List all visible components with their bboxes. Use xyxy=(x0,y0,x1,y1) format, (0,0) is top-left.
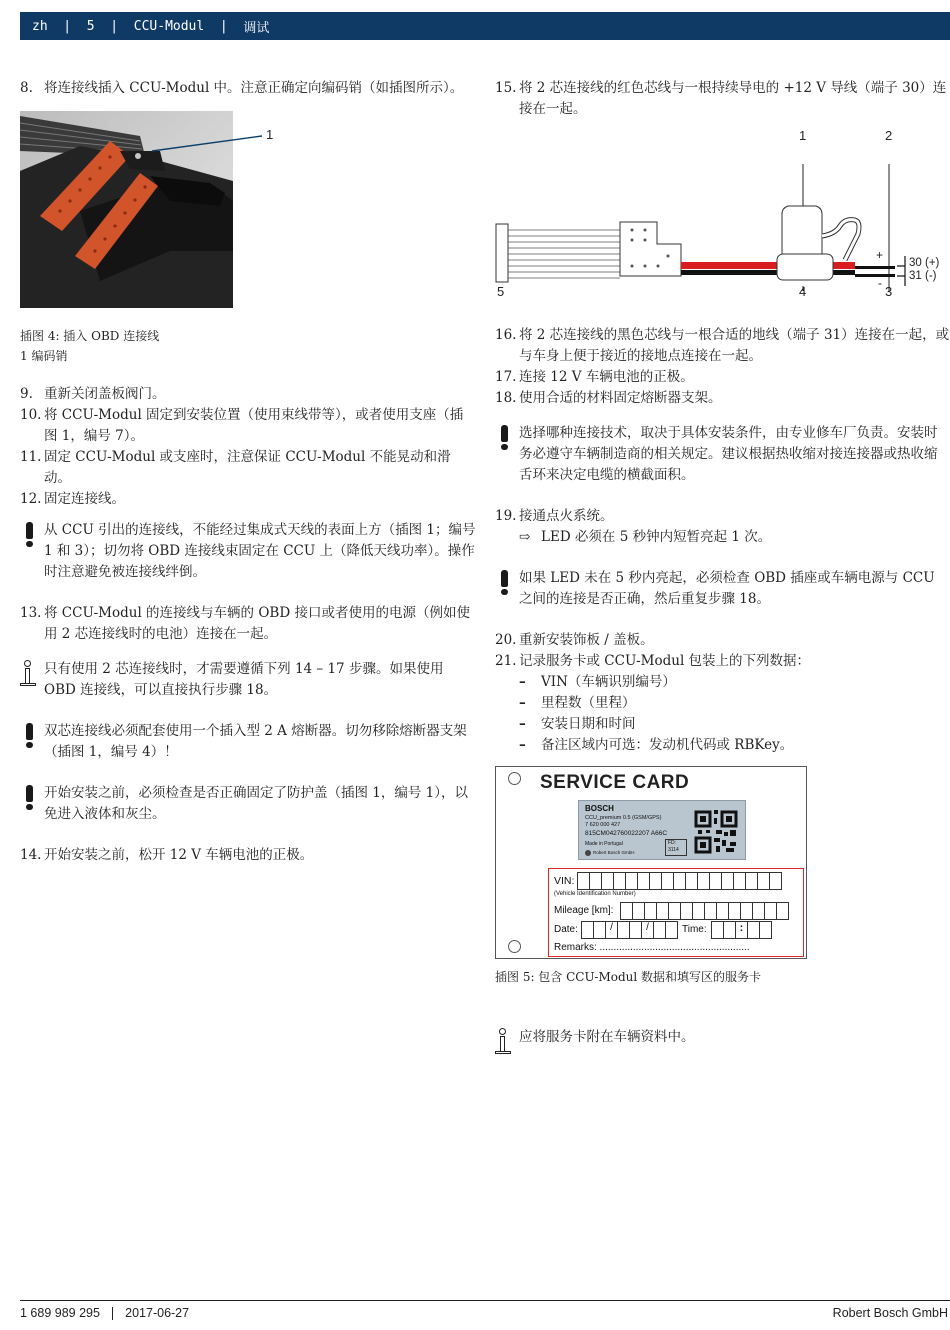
warning-exclamation-icon xyxy=(495,568,519,598)
diagram-label-2: 2 xyxy=(885,128,893,143)
figure-4-callout-1: 1 xyxy=(266,127,274,142)
step-19: 19. 接通点火系统。 xyxy=(495,508,614,524)
step-10: 10. 将 CCU-Modul 固定到安装位置（使用束线带等），或者使用支座（插图 1，编号 7）。 xyxy=(20,407,464,444)
warning-note-connection-technique: 选择哪种连接技术，取决于具体安装条件，由专业修车厂负责。安装时务必遵守车辆制造商的相关规定。建议根据热收缩对接连接器或热收缩舌环来决定电缆的横截面积。 xyxy=(495,423,950,486)
footer-left xyxy=(20,1306,189,1320)
mileage-boxes xyxy=(620,902,789,920)
two-wire-connection-diagram xyxy=(495,126,950,291)
figure-5-caption: 插图 5: 包含 CCU-Modul 数据和填写区的服务卡 xyxy=(495,970,762,984)
info-icon xyxy=(20,659,44,689)
warning-exclamation-icon xyxy=(20,520,44,550)
warning-note-antenna: 从 CCU 引出的连接线，不能经过集成式天线的表面上方（插图 1；编号 1 和 3）；切勿将 OBD 连接线束固定在 CCU 上（降低天线功率）。操作时注意避免被连接线绊倒。 xyxy=(20,520,476,583)
warning-note-cover: 开始安装之前，必须检查是否正确固定了防护盖（插图 1，编号 1），以免进入液体和灰尘。 xyxy=(20,783,476,825)
diagram-label-4: 4 xyxy=(799,284,807,299)
fill-in-form xyxy=(548,868,804,957)
step-13: 13. 将 CCU-Modul 的连接线与车辆的 OBD 接口或者使用的电源（例如使用 2 芯连接线时的电池）连接在一起。 xyxy=(20,605,470,642)
document-date: 2017-06-27 xyxy=(125,1306,190,1320)
diagram-label-5: 5 xyxy=(497,284,505,299)
step-18: 18. 使用合适的材料固定熔断器支架。 xyxy=(495,390,722,406)
bosch-logo-icon xyxy=(585,850,591,856)
step-9: 9. 重新关闭盖板阀门。 xyxy=(20,386,166,402)
step-16: 16. 将 2 芯连接线的黑色芯线与一根合适的地线（端子 31）连接在一起，或与车身上便于接近的接地点连接在一起。 xyxy=(495,327,950,364)
step-19-result: ⇨ LED 必须在 5 秒钟内短暂亮起 1 次。 xyxy=(495,527,950,548)
header-page-number: 5 xyxy=(86,18,95,34)
terminal-30-label: 30 (+) xyxy=(909,257,940,269)
warning-exclamation-icon xyxy=(20,783,44,813)
step-11: 11. 固定 CCU-Modul 或支座时，注意保证 CCU-Modul 不能晃动和滑动。 xyxy=(20,449,451,486)
diagram-minus-sign: - xyxy=(878,276,882,290)
step-15: 15. 将 2 芯连接线的红色芯线与一根持续导电的 +12 V 导线（端子 30）连接在一起。 xyxy=(495,80,947,117)
time-label: Time: xyxy=(682,924,707,935)
result-arrow-icon: ⇨ xyxy=(519,529,531,545)
page-header: zh | 5 | CCU-Modul | 调试 xyxy=(20,12,950,40)
header-lang: zh xyxy=(32,18,48,34)
footer-divider xyxy=(20,1300,950,1301)
diagram-plus-sign: + xyxy=(876,248,884,262)
warning-note-fuse: 双芯连接线必须配套使用一个插入型 2 A 熔断器。切勿移除熔断器支架（插图 1，编号 4）！ xyxy=(20,721,476,763)
list-item: – 里程数（里程） xyxy=(519,695,636,711)
diagram-label-3: 3 xyxy=(885,284,893,299)
figure-4 xyxy=(20,111,476,326)
document-number: 1 689 989 295 xyxy=(20,1306,100,1320)
header-module: CCU-Modul xyxy=(133,18,205,34)
date-boxes: / / xyxy=(581,921,678,939)
punch-hole-bottom xyxy=(508,940,521,953)
list-item: – 备注区域内可选：发动机代码或 RBKey。 xyxy=(519,737,794,753)
figure-4-caption: 插图 4: 插入 OBD 连接线 xyxy=(20,329,160,343)
step-17: 17. 连接 12 V 车辆电池的正极。 xyxy=(495,369,694,385)
info-note-service-card: 应将服务卡附在车辆资料中。 xyxy=(495,1027,950,1055)
step-8: 8. 将连接线插入 CCU-Modul 中。注意正确定向编码销（如插图所示）。 xyxy=(20,80,464,96)
qr-code-icon xyxy=(692,806,744,856)
warning-exclamation-icon xyxy=(495,423,519,453)
right-column xyxy=(495,78,950,1055)
step-21: 21. 记录服务卡或 CCU-Modul 包装上的下列数据： xyxy=(495,653,811,669)
terminal-31-label: 31 (-) xyxy=(909,270,937,282)
warning-exclamation-icon xyxy=(20,721,44,751)
figure-4-legend: 1 编码销 xyxy=(20,349,68,363)
time-boxes: : xyxy=(711,921,772,939)
info-note-steps: 只有使用 2 芯连接线时，才需要遵循下列 14 – 17 步骤。如果使用 OBD 连接线，可以直接执行步骤 18。 xyxy=(20,659,476,701)
info-icon xyxy=(495,1027,519,1057)
step-20: 20. 重新安装饰板 / 盖板。 xyxy=(495,632,654,648)
vin-label: VIN: xyxy=(554,875,575,887)
list-item: – 安装日期和时间 xyxy=(519,716,636,732)
footer-company: Robert Bosch GmbH xyxy=(832,1306,948,1320)
date-label: Date: xyxy=(554,924,578,935)
list-item: – VIN（车辆识别编号） xyxy=(519,674,676,690)
warning-note-led: 如果 LED 未在 5 秒内亮起，必须检查 OBD 插座或车辆电源与 CCU 之间的连接是否正确，然后重复步骤 18。 xyxy=(495,568,950,610)
service-card-title: SERVICE CARD xyxy=(540,772,690,793)
product-label: BOSCH CCU_premium 0.5 (GSM/GPS) 7 620 000 427 815CM042760022207 A66C Made in Portugal Robert Bosch GmbH FD: 3114 xyxy=(578,800,746,860)
remarks-label: Remarks: ...................................................... xyxy=(554,942,750,953)
step-14: 14. 开始安装之前，松开 12 V 车辆电池的正极。 xyxy=(20,847,314,863)
fd-box: FD: 3114 xyxy=(665,839,687,856)
punch-hole-top xyxy=(508,772,521,785)
vin-boxes xyxy=(577,872,782,890)
diagram-label-1: 1 xyxy=(799,128,807,143)
service-card-image xyxy=(495,766,807,959)
mileage-label: Mileage [km]: xyxy=(554,905,614,916)
header-section: 调试 xyxy=(243,20,270,36)
left-column xyxy=(20,78,476,866)
vin-sublabel: (Vehicle Identification Number) xyxy=(554,891,636,897)
step-12: 12. 固定连接线。 xyxy=(20,491,125,507)
